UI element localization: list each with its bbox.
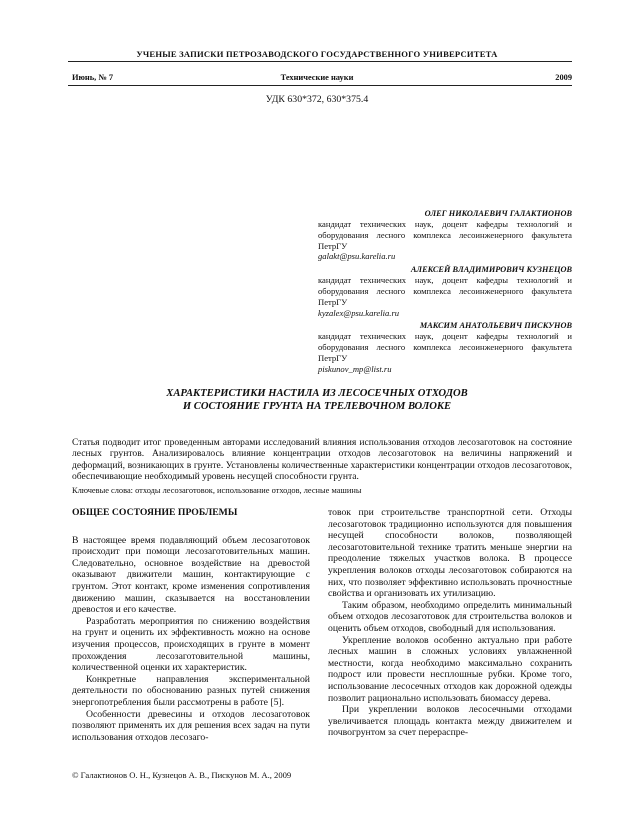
section-heading: ОБЩЕЕ СОСТОЯНИЕ ПРОБЛЕМЫ bbox=[72, 507, 238, 518]
author-email[interactable]: kyzalex@psu.karelia.ru bbox=[318, 307, 400, 318]
abstract: Статья подводит итог проведенным авторами исследований влияния использования отходов лесозаготовок на состояние лесных грунтов. Анализировалось влияние концентрации отходов лесозаготовок на величины напряжений и деформаций, возникающих в грунте. Установлены количественные характеристики концентрации отходов лесозаготовок, обеспечивающие необходимый уровень несущей способности грунта. bbox=[72, 437, 572, 483]
body-left-column bbox=[72, 507, 310, 743]
author-position: кандидат технических наук, доцент кафедры технологий и оборудования лесного комплекса лесоинженерного факультета ПетрГУ bbox=[318, 275, 572, 307]
article-title bbox=[0, 387, 634, 413]
section-name: Технические науки bbox=[280, 73, 354, 82]
header-rule-bottom bbox=[68, 85, 572, 86]
header-rule-top bbox=[68, 61, 572, 62]
author-email[interactable]: piskunov_mp@list.ru bbox=[318, 363, 392, 374]
paragraph: Укрепление волоков особенно актуально при работе лесных машин в сложных условиях увлажненной местности, когда необходимо максимально сохранить подрост или провести несплошные рубки. Кроме того, использование лесосечных отходов как дорожной одежды позволит рационально использовать биомассу дерева. bbox=[328, 634, 572, 704]
keywords: Ключевые слова: отходы лесозаготовок, использование отходов, лесные машины bbox=[72, 486, 362, 495]
author-name: ОЛЕГ НИКОЛАЕВИЧ ГАЛАКТИОНОВ bbox=[424, 209, 572, 218]
author-entry bbox=[318, 320, 572, 374]
paragraph: Разработать мероприятия по снижению воздействия на грунт и оценить их эффективность можно на основе изучения процессов, происходящих в грунте в момент прохождения лесозаготовительной машины, количественной оценки их характеристик. bbox=[72, 615, 310, 674]
paragraph: Конкретные направления экспериментальной деятельности по обоснованию разных путей снижения энергопотребления были рассмотрены в работе [5]. bbox=[72, 673, 310, 708]
paragraph: При укреплении волоков лесосечными отходами увеличивается площадь контакта между движителем и почвогрунтом за счет перераспре- bbox=[328, 704, 572, 739]
paragraph: Таким образом, необходимо определить минимальный объем отходов лесозаготовок для строительства волоков и оценить объем отходов, свободный для использования. bbox=[328, 599, 572, 634]
author-entry bbox=[318, 208, 572, 262]
author-entry bbox=[318, 264, 572, 318]
authors-block bbox=[318, 208, 572, 377]
paragraph: Особенности древесины и отходов лесозаготовок позволяют применять их для решения всех задач на пути использования отходов лесозаго- bbox=[72, 708, 310, 743]
paragraph: товок при строительстве транспортной сети. Отходы лесозаготовок традиционно используются для повышения несущей способности волоков, позволяющей лесозаготовительной технике тратить меньше энергии на преодоление тяжелых участков волока. В процессе укрепления волоков отходы лесозаготовок собираются на них, что позволяет эффективно использовать прочностные свойства и организовать их утилизацию. bbox=[328, 507, 572, 600]
issue-number: Июнь, № 7 bbox=[72, 73, 114, 82]
udc-code: УДК 630*372, 630*375.4 bbox=[265, 94, 369, 105]
issue-year: 2009 bbox=[555, 73, 572, 82]
journal-name: УЧЕНЫЕ ЗАПИСКИ ПЕТРОЗАВОДСКОГО ГОСУДАРСТВЕННОГО УНИВЕРСИТЕТА bbox=[136, 49, 498, 59]
author-name: АЛЕКСЕЙ ВЛАДИМИРОВИЧ КУЗНЕЦОВ bbox=[410, 265, 572, 275]
paragraph: В настоящее время подавляющий объем лесозаготовок происходит при помощи лесозаготовительных машин. Следовательно, основное воздействие на древостой оказывают движители машин, контактирующие с грунтом. Этот контакт, кроме изменения сопротивления движению машин, сказывается на восстановлении древостоя и его качестве. bbox=[72, 534, 310, 616]
author-position: кандидат технических наук, доцент кафедры технологий и оборудования лесного комплекса лесоинженерного факультета ПетрГУ bbox=[318, 331, 572, 363]
article-title-line-1: ХАРАКТЕРИСТИКИ НАСТИЛА ИЗ ЛЕСОСЕЧНЫХ ОТХОДОВ bbox=[166, 388, 468, 399]
author-position: кандидат технических наук, доцент кафедры технологий и оборудования лесного комплекса лесоинженерного факультета ПетрГУ bbox=[318, 219, 572, 251]
copyright: © Галактионов О. Н., Кузнецов А. В., Пискунов М. А., 2009 bbox=[72, 770, 292, 780]
article-title-line-2: И СОСТОЯНИЕ ГРУНТА НА ТРЕЛЕВОЧНОМ ВОЛОКЕ bbox=[182, 401, 452, 412]
author-email[interactable]: galakt@psu.karelia.ru bbox=[318, 251, 396, 262]
body-right-column bbox=[328, 507, 572, 739]
author-name: МАКСИМ АНАТОЛЬЕВИЧ ПИСКУНОВ bbox=[419, 321, 572, 331]
